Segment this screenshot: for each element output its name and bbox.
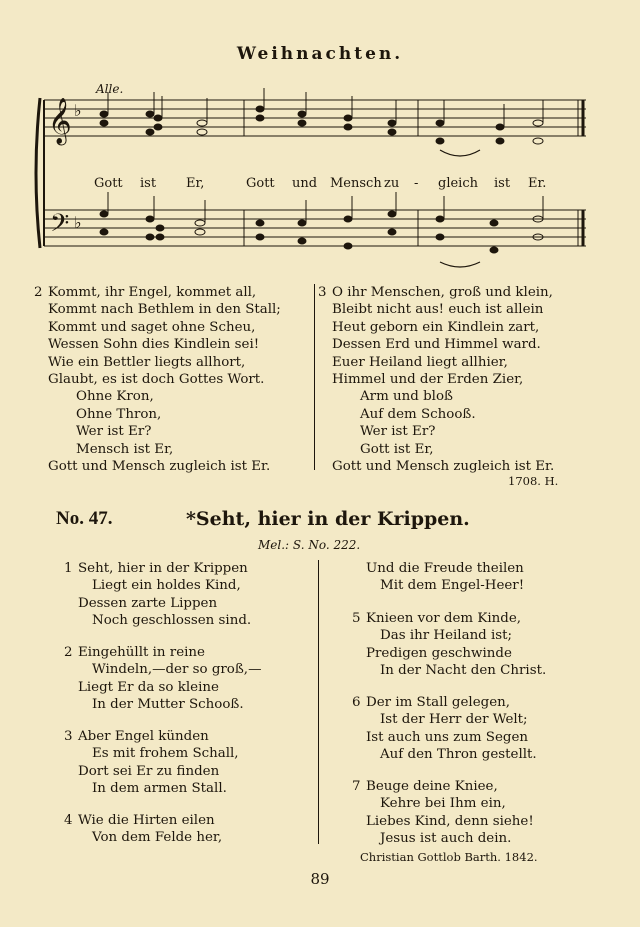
verse-line: Knieen vor dem Kinde,: [366, 611, 522, 626]
verse-line: Dessen zarte Lippen: [78, 595, 218, 611]
verse-line: Mensch ist Er,: [76, 441, 174, 457]
verse-line: Von dem Felde her,: [92, 830, 223, 846]
verse-number: 3: [318, 285, 327, 300]
stanza-4: [64, 812, 222, 847]
tempo-marking: Alle.: [96, 82, 124, 96]
stanza-1: [64, 560, 251, 630]
svg-text:♭: ♭: [74, 101, 82, 120]
verse-line: Windeln,—der so groß,—: [92, 662, 262, 678]
verse-line: In dem armen Stall.: [92, 781, 227, 797]
verse-line: Heut geborn ein Kindlein zart,: [332, 319, 540, 335]
verse-line: Kommt, ihr Engel, kommet all,: [48, 285, 257, 300]
running-title: Weihnachten.: [236, 44, 404, 64]
verse-line: Jesus ist auch dein.: [380, 831, 512, 847]
verse-line: Aber Engel künden: [78, 729, 209, 744]
verse-line: Ist der Herr der Welt;: [380, 712, 528, 728]
verse-line: Eingehüllt in reine: [78, 645, 205, 660]
verse-2: [34, 284, 281, 475]
verse-number: 3: [64, 729, 73, 744]
page-number: 89: [310, 870, 330, 888]
lyric-syllable: zu: [384, 176, 400, 191]
verse-line: Himmel und der Erden Zier,: [332, 371, 524, 387]
verse-line: O ihr Menschen, groß und klein,: [332, 285, 553, 300]
lyric-syllable: Gott: [94, 176, 123, 191]
verse-line: Predigen geschwinde: [366, 645, 512, 661]
svg-text:𝄢: 𝄢: [50, 209, 70, 244]
stanza-5: [352, 610, 546, 680]
author-attribution: Christian Gottlob Barth. 1842.: [360, 850, 538, 864]
verse-3: [318, 284, 554, 475]
verse-line: Wie ein Bettler liegts allhort,: [48, 354, 246, 370]
verse-number: 7: [352, 779, 361, 794]
verse-line: Liegt ein holdes Kind,: [92, 578, 241, 594]
verse-number: 2: [64, 645, 73, 660]
verse-line: Liegt Er da so kleine: [78, 679, 219, 695]
verse-line: Wessen Sohn dies Kindlein sei!: [48, 337, 260, 353]
verse-number: 5: [352, 611, 361, 626]
date-attribution: 1708. H.: [508, 474, 559, 488]
verse-line: Gott ist Er,: [360, 441, 434, 457]
stanza-3: [64, 728, 239, 798]
svg-text:♭: ♭: [74, 213, 82, 232]
verse-line: Ist auch uns zum Segen: [366, 729, 529, 745]
verse-line: Wie die Hirten eilen: [78, 813, 215, 828]
verse-line: Kommt und saget ohne Scheu,: [48, 319, 256, 335]
verse-line: Der im Stall gelegen,: [366, 695, 510, 710]
verse-line: Wer ist Er?: [76, 424, 152, 440]
stanza-7: [352, 778, 534, 848]
melody-reference: Mel.: S. No. 222.: [258, 538, 361, 552]
verse-line: Gott und Mensch zugleich ist Er.: [332, 458, 555, 474]
verse-line: Auf dem Schooß.: [360, 406, 476, 422]
verse-line: Glaubt, es ist doch Gottes Wort.: [48, 371, 265, 387]
lyric-syllable: Er.: [528, 176, 547, 191]
lyric-syllable: Mensch: [330, 176, 382, 191]
stanza-4-continued: [352, 560, 524, 595]
lyric-syllable: ist: [140, 176, 157, 191]
verse-line: In der Nacht den Christ.: [380, 663, 547, 679]
svg-text:𝄞: 𝄞: [48, 98, 72, 144]
verse-line: Liebes Kind, denn siehe!: [366, 813, 534, 829]
verse-line: Kommt nach Bethlem in den Stall;: [48, 302, 281, 318]
music-score: [30, 78, 610, 268]
verse-line: Arm und bloß: [360, 389, 453, 405]
verse-number: 4: [64, 813, 73, 828]
verse-line: Ohne Kron,: [76, 389, 154, 405]
stanza-6: [352, 694, 537, 764]
lyric-syllable: und: [292, 176, 318, 191]
verse-line: Das ihr Heiland ist;: [380, 628, 513, 644]
column-divider: [318, 560, 319, 844]
verse-line: Beuge deine Kniee,: [366, 779, 498, 794]
verse-line: Kehre bei Ihm ein,: [380, 796, 506, 812]
verse-line: Noch geschlossen sind.: [92, 613, 252, 629]
verse-number: 2: [34, 285, 43, 300]
lyric-syllable: ist: [494, 176, 511, 191]
verse-line: Seht, hier in der Krippen: [78, 561, 248, 576]
verse-line: Auf den Thron gestellt.: [380, 747, 537, 763]
lyric-syllable: -: [414, 176, 419, 191]
verse-line: Wer ist Er?: [360, 424, 436, 440]
verse-line: Dort sei Er zu finden: [78, 763, 220, 779]
lyric-syllable: gleich: [438, 176, 478, 191]
hymn-title: *Seht, hier in der Krippen.: [186, 508, 470, 530]
verse-line: In der Mutter Schooß.: [92, 697, 244, 713]
verse-line: Und die Freude theilen: [366, 561, 524, 576]
verse-line: Bleibt nicht aus! euch ist allein: [332, 302, 544, 318]
stanza-2: [64, 644, 261, 714]
verse-number: 6: [352, 695, 361, 710]
lyric-syllable: Er,: [186, 176, 205, 191]
verse-line: Euer Heiland liegt allhier,: [332, 354, 508, 370]
hymn-number: No. 47.: [56, 508, 113, 529]
verse-line: Dessen Erd und Himmel ward.: [332, 337, 541, 353]
verse-number: 1: [64, 561, 73, 576]
verse-line: Mit dem Engel-Heer!: [380, 578, 525, 594]
verse-line: Ohne Thron,: [76, 406, 162, 422]
column-divider: [314, 284, 315, 470]
lyric-syllable: Gott: [246, 176, 275, 191]
verse-line: Gott und Mensch zugleich ist Er.: [48, 458, 271, 474]
verse-line: Es mit frohem Schall,: [92, 746, 239, 762]
